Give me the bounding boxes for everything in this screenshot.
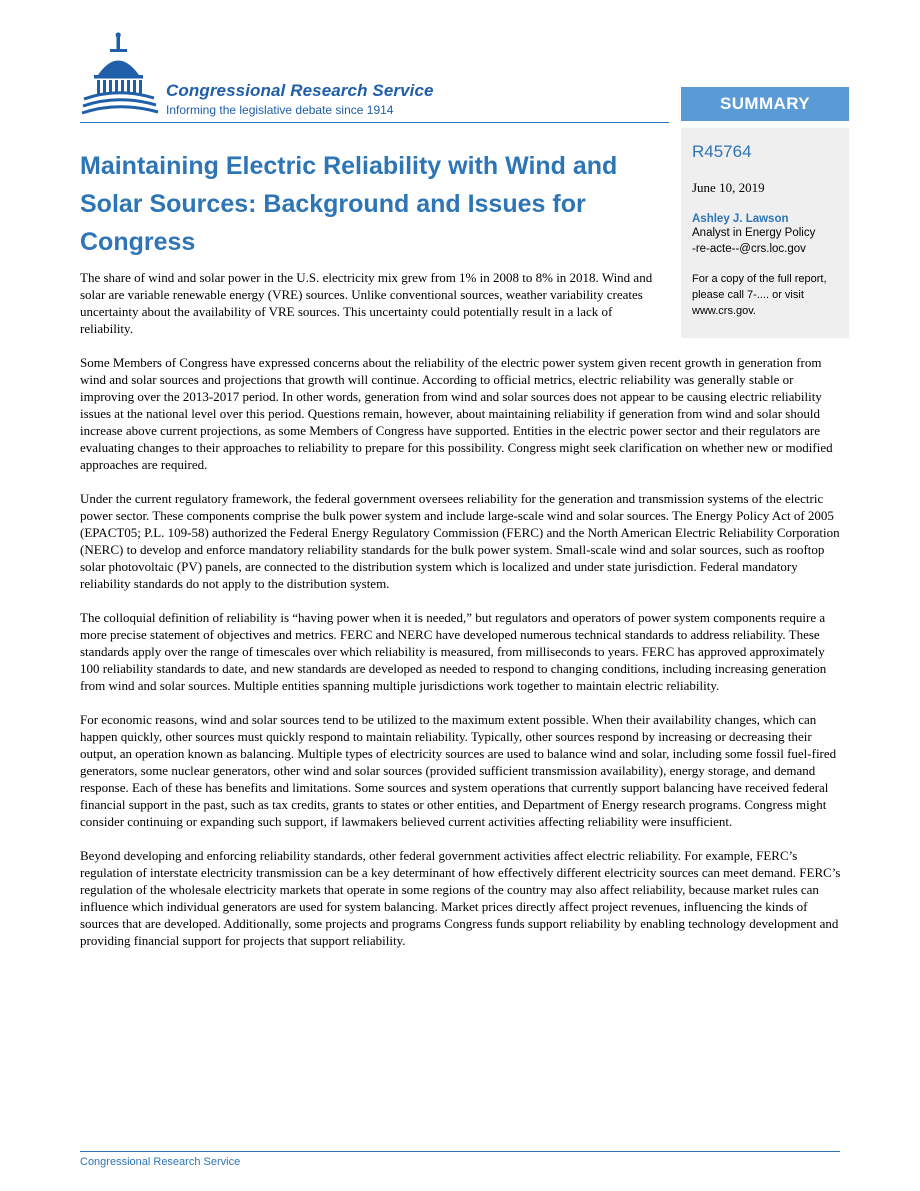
body-paragraph: Some Members of Congress have expressed concerns about the reliability of the electric power system given recent growth in generation from wind and solar sources and projections that growth will continue. According to official metrics, electric reliability was generally stable or improving over the 2013-2017 period. In other words, generation from wind and solar sources does not appear to be causing electric reliability issues at the national level over this period. Questions remain, however, about maintaining reliability if generation from wind and solar should increase above current projections, as some Members of Congress have supported. Entities in the electric power sector and their regulators are evaluating changes to their approaches to reliability to prepare for this possibility. Congress might seek clarification on whether new or modified approaches are required. <box>80 355 833 472</box>
summary-sidebar <box>681 128 849 338</box>
author-title: Analyst in Energy Policy <box>692 227 816 239</box>
author-name: Ashley J. Lawson <box>692 213 789 225</box>
report-date: June 10, 2019 <box>692 180 765 195</box>
footer-text: Congressional Research Service <box>80 1156 241 1168</box>
report-number: R45764 <box>692 142 752 161</box>
copy-note-line: please call 7-.... or visit <box>692 289 804 301</box>
intro-paragraph: The share of wind and solar power in the U.S. electricity mix grew from 1% in 2008 to 8% in 2018. Wind and solar are variable renewable energy (VRE) sources. Unlike conventional sources, weather variability creates uncertainty about the availability of VRE sources. This uncertainty could potentially result in a lack of reliability. <box>80 270 653 336</box>
copy-note-line: For a copy of the full report, <box>692 273 827 285</box>
body-paragraph: Under the current regulatory framework, the federal government oversees reliability for the generation and transmission systems of the electric power sector. These components comprise the bulk power system and include large-scale wind and solar sources. The Energy Policy Act of 2005 (EPACT05; P.L. 109-58) authorized the Federal Energy Regulatory Commission (FERC) and the North American Electric Reliability Corporation (NERC) to develop and enforce mandatory reliability standards for the bulk power system. Small-scale wind and solar sources, such as rooftop solar photovoltaic (PV) panels, are connected to the distribution system which is localized and under state jurisdiction. Federal mandatory reliability standards do not apply to the distribution system. <box>80 491 840 591</box>
organization-tagline: Informing the legislative debate since 1914 <box>166 103 394 117</box>
summary-tab: SUMMARY <box>681 87 849 121</box>
copy-note <box>692 271 839 319</box>
report-title: Maintaining Electric Reliability with Wind and Solar Sources: Background and Issues for Congress <box>80 152 618 256</box>
summary-body <box>80 354 845 966</box>
capitol-dome-icon <box>80 30 162 125</box>
body-paragraph: Beyond developing and enforcing reliability standards, other federal government activities affect electric reliability. For example, FERC’s regulation of interstate electricity transmission can be a key determinant of how effectively different electricity sources can meet demand. FERC’s regulation of the wholesale electricity markets that operate in some regions of the country may also affect reliability, because market rules can influence which individual generators are used for system balancing. Market prices directly affect project revenues, influencing the kinds of sources that are developed. Additionally, some projects and programs Congress funds support reliability by enabling technology development and providing financial support for projects that support reliability. <box>80 848 841 948</box>
author-email[interactable]: -re-acte--@crs.loc.gov <box>692 243 806 255</box>
header-divider <box>80 122 669 123</box>
body-paragraph: The colloquial definition of reliability is “having power when it is needed,” but regulators and operators of power system components require a more precise statement of objectives and metrics. FERC and NERC have developed numerous technical standards to address reliability. These standards apply over the range of timescales over which reliability is measured, from milliseconds to years. FERC has approved approximately 100 reliability standards to date, and new standards are developed as needed to respond to changing conditions, including increasing generation from wind and solar sources. Multiple entities spanning multiple jurisdictions work together to maintain electric reliability. <box>80 610 827 693</box>
footer-divider <box>80 1151 840 1152</box>
organization-name: Congressional Research Service <box>166 81 434 100</box>
body-paragraph: For economic reasons, wind and solar sources tend to be utilized to the maximum extent possible. When their availability changes, which can happen quickly, other sources must quickly respond to maintain reliability. Typically, other sources respond by increasing or decreasing their output, an operation known as balancing. Multiple types of electricity sources are used to balance wind and solar, including some fossil fuel-fired generators, some nuclear generators, other wind and solar sources (provided sufficient transmission availability), energy storage, and demand response. Each of these has benefits and limitations. Some sources and system operations that currently support balancing have received federal financial support in the past, such as tax credits, grants to states or other entities, and Department of Energy research programs. Congress might consider continuing or expanding such support, if lawmakers believed current activities affecting reliability were insufficient. <box>80 712 837 829</box>
copy-note-link[interactable]: www.crs.gov. <box>692 305 756 317</box>
crs-header <box>80 30 670 125</box>
